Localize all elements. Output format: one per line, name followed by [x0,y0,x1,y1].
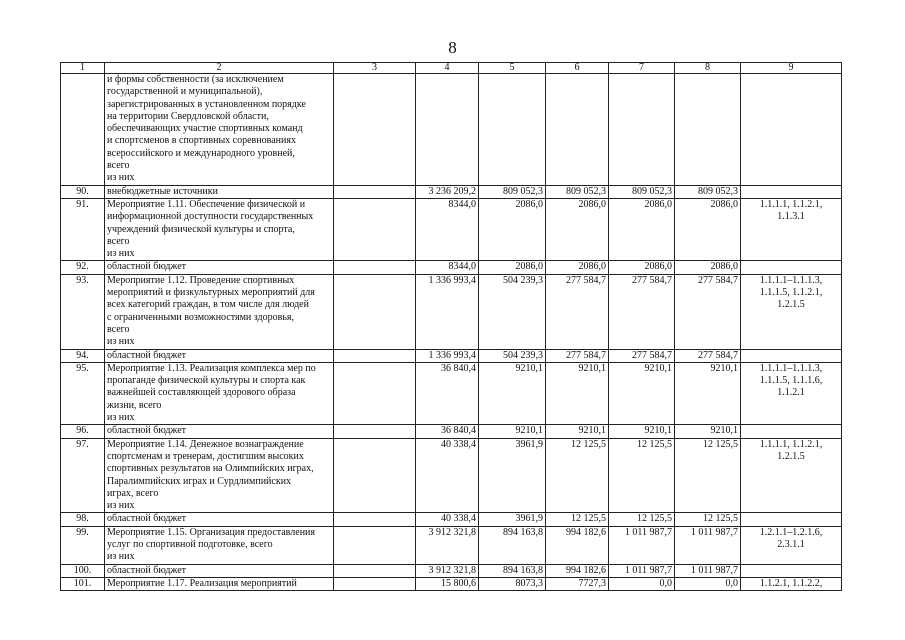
row-col-8: 9210,1 [675,362,741,424]
row-col-3 [334,526,416,564]
column-header-8: 8 [675,63,741,74]
description-line: Мероприятие 1.11. Обеспечение физической и [107,198,306,210]
row-col-7: 0,0 [609,577,675,590]
row-number: 96. [61,425,105,438]
description-line: из них [107,336,135,348]
row-col-9 [741,198,842,260]
row-col-5: 894 163,8 [479,526,546,564]
row-col-6: 994 182,6 [546,564,609,577]
table-row [61,185,842,198]
description-line: на территории Свердловской области, [107,110,269,122]
row-col-8: 2086,0 [675,198,741,260]
target-code-line: 1.1.2.1 [777,387,805,399]
description-line: мероприятий и физкультурных мероприятий для [107,287,315,299]
description-line: важнейшей составляющей здорового образа [107,387,296,399]
description-line: всего [107,160,130,172]
row-col-3 [334,185,416,198]
row-col-4: 40 338,4 [416,438,479,513]
row-col-5: 9210,1 [479,425,546,438]
row-col-3 [334,564,416,577]
row-col-9 [741,425,842,438]
row-description [105,261,334,274]
row-col-6 [546,74,609,186]
table-row [61,425,842,438]
budget-table [60,62,842,591]
row-number: 99. [61,526,105,564]
row-col-8: 12 125,5 [675,438,741,513]
description-line: и формы собственности (за исключением [107,74,284,85]
row-col-3 [334,74,416,186]
row-description [105,198,334,260]
description-line: спортсменам и тренерам, достигшим высоких [107,450,304,462]
row-col-3 [334,577,416,590]
row-col-4: 1 336 993,4 [416,274,479,349]
target-code-line: 1.2.1.1–1.2.1.6, [759,526,823,538]
row-col-3 [334,425,416,438]
row-col-7: 12 125,5 [609,513,675,526]
row-description [105,425,334,438]
row-number [61,74,105,186]
row-col-6: 9210,1 [546,362,609,424]
description-line: учреждений физической культуры и спорта, [107,223,295,235]
row-number: 98. [61,513,105,526]
column-header-1: 1 [61,63,105,74]
row-col-7: 2086,0 [609,261,675,274]
row-col-7: 1 011 987,7 [609,526,675,564]
target-code-line: 1.2.1.5 [777,450,805,462]
description-line: из них [107,551,135,563]
description-line: и спортсменов в спортивных соревнованиях [107,135,296,147]
row-col-7: 277 584,7 [609,349,675,362]
row-col-9 [741,513,842,526]
row-col-4: 36 840,4 [416,362,479,424]
row-description [105,349,334,362]
table-row [61,564,842,577]
description-line: внебюджетные источники [107,185,218,197]
description-line: всех категорий граждан, в том числе для людей [107,299,309,311]
row-col-5: 3961,9 [479,513,546,526]
target-code-line: 1.1.2.1, 1.1.2.2, [759,577,823,589]
description-line: пропаганде физической культуры и спорта как [107,375,306,387]
description-line: из них [107,172,135,184]
row-col-9 [741,74,842,186]
description-line: областной бюджет [107,349,187,361]
description-line: с ограниченными возможностями здоровья, [107,311,294,323]
row-col-9 [741,438,842,513]
table-row [61,349,842,362]
row-col-4: 1 336 993,4 [416,349,479,362]
table-body [61,63,842,591]
row-col-8 [675,74,741,186]
target-code-line: 1.1.3.1 [777,211,805,223]
row-col-5: 504 239,3 [479,349,546,362]
row-description [105,513,334,526]
row-description [105,185,334,198]
description-line: из них [107,412,135,424]
row-col-9 [741,349,842,362]
row-col-7: 1 011 987,7 [609,564,675,577]
row-description [105,438,334,513]
column-header-4: 4 [416,63,479,74]
row-col-9 [741,577,842,590]
row-col-7 [609,74,675,186]
description-line: областной бюджет [107,425,187,437]
column-header-3: 3 [334,63,416,74]
row-col-8: 809 052,3 [675,185,741,198]
description-line: областной бюджет [107,513,187,525]
row-col-6: 994 182,6 [546,526,609,564]
table-row [61,274,842,349]
table-row [61,577,842,590]
row-col-5: 2086,0 [479,261,546,274]
row-col-9 [741,564,842,577]
row-col-6: 2086,0 [546,198,609,260]
row-number: 91. [61,198,105,260]
row-col-6: 12 125,5 [546,513,609,526]
row-col-8: 1 011 987,7 [675,564,741,577]
row-number: 92. [61,261,105,274]
row-description [105,577,334,590]
row-col-3 [334,513,416,526]
description-line: Мероприятие 1.12. Проведение спортивных [107,274,295,286]
row-col-6: 7727,3 [546,577,609,590]
row-col-4: 3 912 321,8 [416,526,479,564]
description-line: Мероприятие 1.13. Реализация комплекса мер по [107,362,316,374]
row-col-6: 12 125,5 [546,438,609,513]
row-col-7: 12 125,5 [609,438,675,513]
target-code-line: 1.1.1.1, 1.1.2.1, [759,438,823,450]
row-col-5: 894 163,8 [479,564,546,577]
row-col-3 [334,362,416,424]
table-row [61,198,842,260]
page-number: 8 [448,38,457,57]
row-col-9 [741,526,842,564]
row-col-6: 277 584,7 [546,349,609,362]
target-code-line: 1.1.1.5, 1.1.1.6, [759,375,823,387]
table-row [61,513,842,526]
row-col-7: 9210,1 [609,425,675,438]
row-col-8: 1 011 987,7 [675,526,741,564]
description-line: всероссийского и международного уровней, [107,147,295,159]
row-col-4 [416,74,479,186]
header-row [61,63,842,74]
row-col-3 [334,198,416,260]
row-col-5: 504 239,3 [479,274,546,349]
row-number: 100. [61,564,105,577]
target-code-line: 2.3.1.1 [777,538,805,550]
row-col-4: 40 338,4 [416,513,479,526]
row-col-9 [741,185,842,198]
description-line: из них [107,248,135,260]
target-code-line: 1.2.1.5 [777,299,805,311]
row-col-6: 9210,1 [546,425,609,438]
description-line: Мероприятие 1.17. Реализация мероприятий [107,577,297,589]
row-col-8: 2086,0 [675,261,741,274]
row-col-8: 277 584,7 [675,349,741,362]
row-description [105,526,334,564]
row-col-8: 0,0 [675,577,741,590]
row-description [105,74,334,186]
row-number: 94. [61,349,105,362]
column-header-7: 7 [609,63,675,74]
table-row [61,438,842,513]
target-code-line: 1.1.1.1, 1.1.2.1, [759,198,823,210]
row-col-4: 15 800,6 [416,577,479,590]
row-col-8: 277 584,7 [675,274,741,349]
row-col-5: 9210,1 [479,362,546,424]
table-row [61,362,842,424]
row-col-4: 8344,0 [416,261,479,274]
row-col-7: 9210,1 [609,362,675,424]
row-col-3 [334,349,416,362]
row-col-4: 8344,0 [416,198,479,260]
row-col-7: 809 052,3 [609,185,675,198]
description-line: услуг по спортивной подготовке, всего [107,538,273,550]
row-col-7: 2086,0 [609,198,675,260]
row-col-8: 12 125,5 [675,513,741,526]
row-description [105,362,334,424]
row-col-4: 3 912 321,8 [416,564,479,577]
column-header-5: 5 [479,63,546,74]
row-number: 90. [61,185,105,198]
row-col-6: 809 052,3 [546,185,609,198]
row-col-8: 9210,1 [675,425,741,438]
row-col-3 [334,274,416,349]
description-line: всего [107,323,130,335]
description-line: областной бюджет [107,261,187,273]
row-col-9 [741,261,842,274]
row-col-5: 809 052,3 [479,185,546,198]
row-col-6: 2086,0 [546,261,609,274]
target-code-line: 1.1.1.5, 1.1.2.1, [759,287,823,299]
description-line: зарегистрированных в установленном порядке [107,98,306,110]
row-col-5: 3961,9 [479,438,546,513]
description-line: государственной и муниципальной), [107,86,263,98]
table-row [61,74,842,186]
table-row [61,526,842,564]
description-line: спортивных результатов на Олимпийских играх, [107,463,314,475]
description-line: Мероприятие 1.15. Организация предоставления [107,526,316,538]
description-line: играх, всего [107,487,159,499]
row-col-3 [334,438,416,513]
target-code-line: 1.1.1.1–1.1.1.3, [759,274,823,286]
row-description [105,564,334,577]
description-line: всего [107,235,130,247]
row-col-7: 277 584,7 [609,274,675,349]
description-line: жизни, всего [107,399,162,411]
description-line: обеспечивающих участие спортивных команд [107,123,303,135]
row-col-6: 277 584,7 [546,274,609,349]
row-number: 97. [61,438,105,513]
row-description [105,274,334,349]
row-number: 93. [61,274,105,349]
column-header-2: 2 [105,63,334,74]
row-col-5: 8073,3 [479,577,546,590]
row-col-5: 2086,0 [479,198,546,260]
row-col-3 [334,261,416,274]
description-line: областной бюджет [107,564,187,576]
column-header-6: 6 [546,63,609,74]
table-row [61,261,842,274]
row-number: 95. [61,362,105,424]
description-line: информационной доступности государственных [107,211,314,223]
description-line: из них [107,500,135,512]
row-col-4: 3 236 209,2 [416,185,479,198]
column-header-9: 9 [741,63,842,74]
description-line: Паралимпийских играх и Сурдлимпийских [107,475,292,487]
description-line: Мероприятие 1.14. Денежное вознаграждение [107,438,304,450]
row-col-9 [741,274,842,349]
row-col-4: 36 840,4 [416,425,479,438]
target-code-line: 1.1.1.1–1.1.1.3, [759,362,823,374]
row-col-5 [479,74,546,186]
row-number: 101. [61,577,105,590]
row-col-9 [741,362,842,424]
